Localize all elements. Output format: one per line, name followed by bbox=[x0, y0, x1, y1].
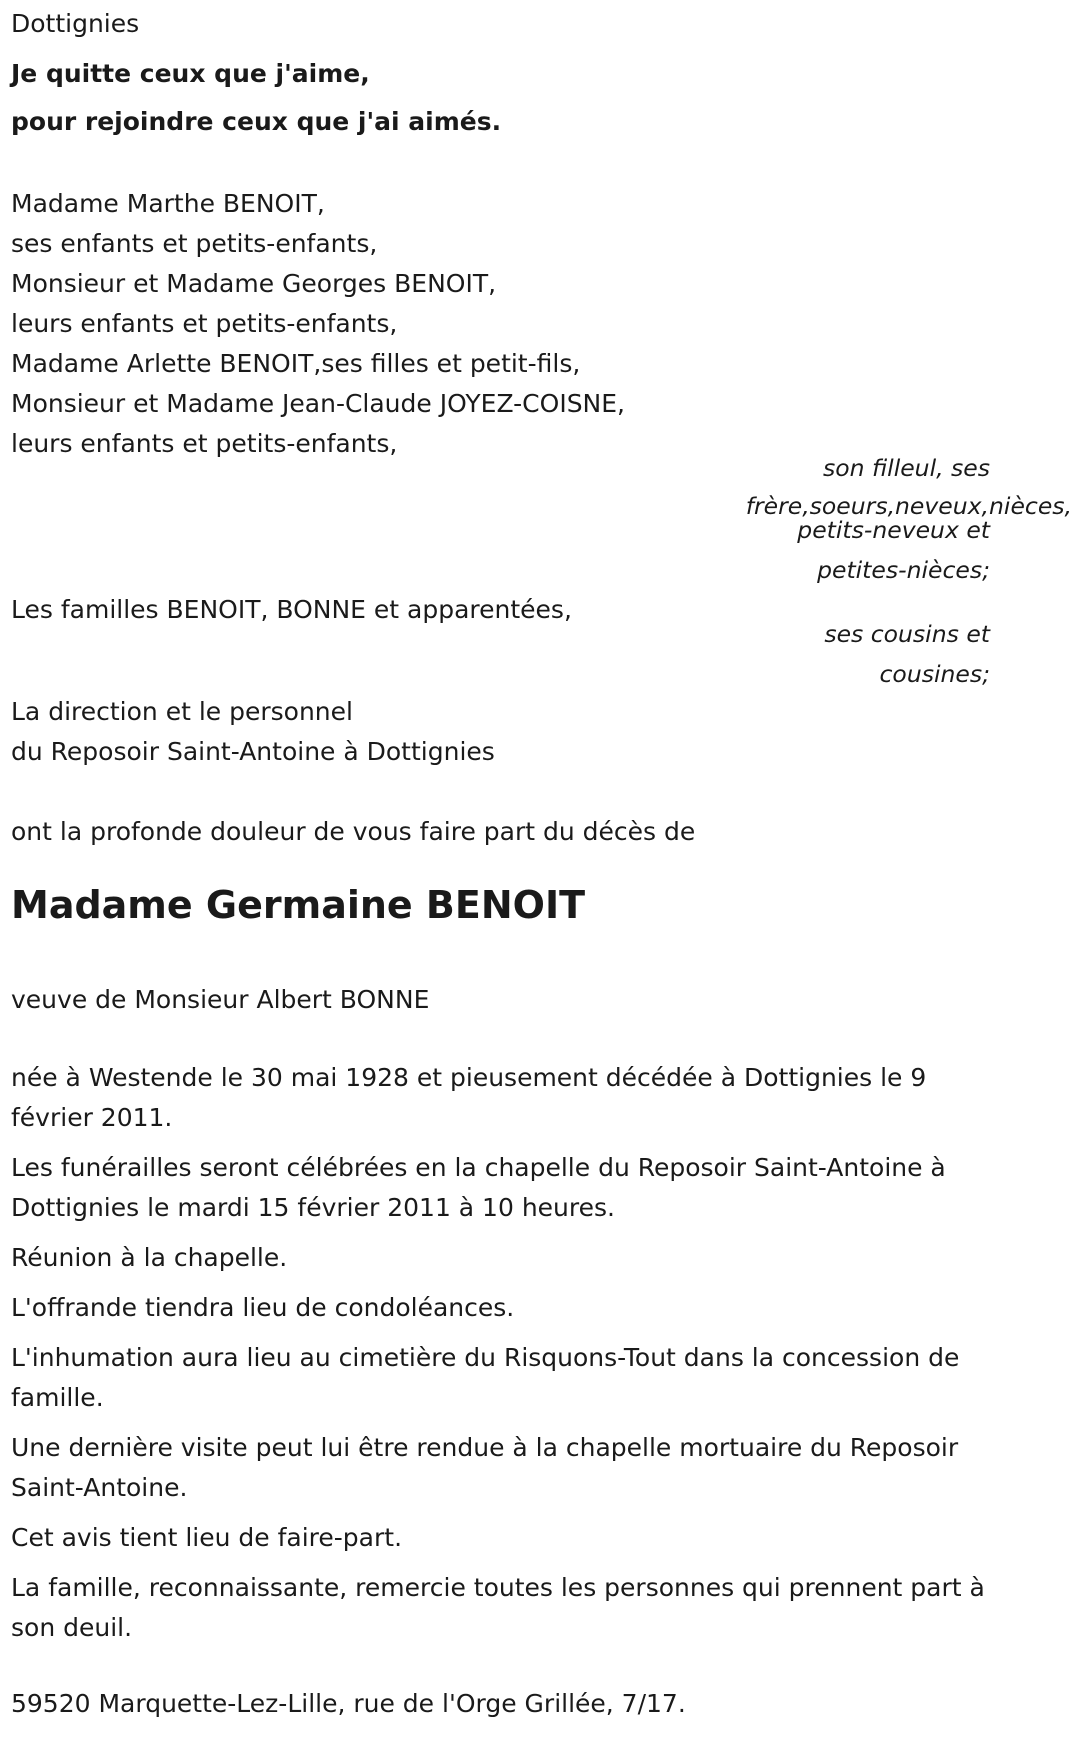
families-line: Les familles BENOIT, BONNE et apparentées, bbox=[11, 595, 572, 624]
birth-death-paragraph: née à Westende le 30 mai 1928 et pieusement décédée à Dottignies le 9 février 2011. bbox=[11, 1063, 927, 1132]
family-line: Madame Arlette BENOIT,ses filles et petit-fils, bbox=[11, 349, 581, 378]
side-note-godson: son filleul, ses bbox=[823, 454, 990, 482]
notice-paragraph: Cet avis tient lieu de faire-part. bbox=[11, 1523, 403, 1552]
family-line: leurs enfants et petits-enfants, bbox=[11, 309, 398, 338]
quote-line-1: Je quitte ceux que j'aime, bbox=[11, 59, 370, 88]
funeral-paragraph: Les funérailles seront célébrées en la chapelle du Reposoir Saint-Antoine à Dottignies le mardi 15 février 2011 à 10 heures. bbox=[11, 1153, 946, 1222]
address-line: 59520 Marquette-Lez-Lille, rue de l'Orge Grillée, 7/17. bbox=[11, 1689, 686, 1718]
side-note-cousines: cousines; bbox=[879, 660, 990, 688]
family-line: ses enfants et petits-enfants, bbox=[11, 229, 378, 258]
deceased-name: Madame Germaine BENOIT bbox=[11, 883, 586, 927]
visit-paragraph: Une dernière visite peut lui être rendue à la chapelle mortuaire du Reposoir Saint-Antoine. bbox=[11, 1433, 959, 1502]
burial-paragraph: L'inhumation aura lieu au cimetière du Risquons-Tout dans la concession de famille. bbox=[11, 1343, 960, 1412]
quote-line-2: pour rejoindre ceux que j'ai aimés. bbox=[11, 107, 502, 136]
family-line: Monsieur et Madame Georges BENOIT, bbox=[11, 269, 497, 298]
announcement-text: ont la profonde douleur de vous faire part du décès de bbox=[11, 817, 696, 846]
side-note-grandnieces: petites-nièces; bbox=[817, 556, 990, 584]
thanks-paragraph: La famille, reconnaissante, remercie toutes les personnes qui prennent part à son deuil. bbox=[11, 1573, 985, 1642]
family-line: leurs enfants et petits-enfants, bbox=[11, 429, 398, 458]
family-line: Monsieur et Madame Jean-Claude JOYEZ-COISNE, bbox=[11, 389, 626, 418]
side-note-grandnephews: petits-neveux et bbox=[797, 516, 990, 544]
side-note-cousins: ses cousins et bbox=[824, 620, 990, 648]
location-heading: Dottignies bbox=[11, 9, 140, 38]
widow-of-text: veuve de Monsieur Albert BONNE bbox=[11, 985, 430, 1014]
direction-line-2: du Reposoir Saint-Antoine à Dottignies bbox=[11, 737, 495, 766]
meeting-paragraph: Réunion à la chapelle. bbox=[11, 1243, 288, 1272]
family-line: Madame Marthe BENOIT, bbox=[11, 189, 325, 218]
side-note-siblings: frère,soeurs,neveux,nièces, bbox=[745, 492, 1072, 520]
offering-paragraph: L'offrande tiendra lieu de condoléances. bbox=[11, 1293, 515, 1322]
direction-line-1: La direction et le personnel bbox=[11, 697, 353, 726]
